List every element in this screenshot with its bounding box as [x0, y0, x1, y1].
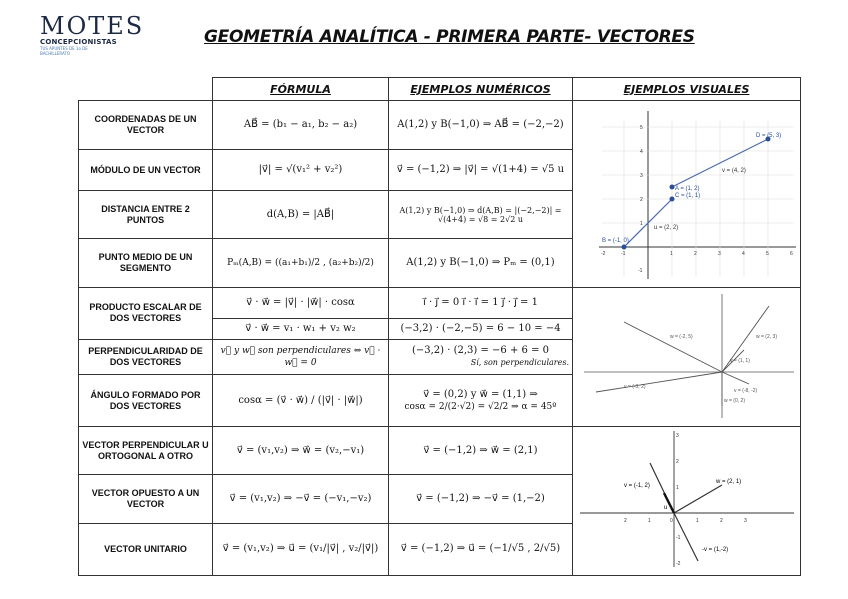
label-v: v = (-1, 2)	[623, 483, 650, 489]
header-formula: FÓRMULA	[213, 78, 389, 101]
row-formula: AB⃗ = (b₁ − a₁, b₂ − a₂)	[213, 101, 389, 150]
row-example: v⃗ = (−1,2) ⇒ w⃗ = (2,1)	[389, 427, 573, 475]
svg-text:-1: -1	[675, 535, 680, 541]
row-label: ÁNGULO FORMADO POR DOS VECTORES	[79, 375, 213, 427]
label-neg: -v = (1,-2)	[701, 547, 728, 553]
row-example: v⃗ = (−1,2) ⇒ |v⃗| = √(1+4) = √5 u	[389, 150, 573, 191]
row-label: PUNTO MEDIO DE UN SEGMENTO	[79, 238, 213, 287]
label-w2: w = (2, 3)	[755, 334, 777, 340]
label-a: A = (1, 2)	[674, 186, 700, 192]
label-v1: v = (4, 2)	[721, 168, 746, 174]
row-example: A(1,2) y B(−1,0) ⇒ AB⃗ = (−2,−2)	[389, 101, 573, 150]
logo-tagline: TUS APUNTES DE 1o DE BACHILLERATO	[40, 46, 88, 56]
label-w: w = (2, 1)	[715, 479, 741, 485]
svg-text:1: 1	[695, 518, 699, 524]
row-formula: v⃗ · w⃗ = |v⃗| · |w⃗| · cosα	[213, 288, 389, 319]
row-label: MÓDULO DE UN VECTOR	[79, 150, 213, 191]
vector-w	[674, 485, 722, 513]
row-formula: v⃗ y w⃗ son perpendiculares ⇔ v⃗ · w⃗ = 0	[213, 339, 389, 374]
svg-text:3: 3	[743, 518, 747, 524]
row-formula: v⃗ = (v₁,v₂) ⇒ w⃗ = (v₂,−v₁)	[213, 427, 389, 475]
svg-text:2: 2	[675, 459, 679, 465]
svg-text:5: 5	[639, 125, 643, 131]
point-a	[669, 197, 674, 202]
svg-text:5: 5	[765, 251, 769, 257]
row-example: (−3,2) · (−2,−5) = 6 − 10 = −4	[389, 319, 573, 340]
vector-v3	[722, 372, 749, 384]
svg-text:1: 1	[675, 485, 679, 491]
row-example: i⃗ · j⃗ = 0 i⃗ · i⃗ = 1 j⃗ · j⃗ = 1	[389, 288, 573, 319]
header-numeric: EJEMPLOS NUMÉRICOS	[389, 78, 573, 101]
svg-text:0: 0	[669, 518, 673, 524]
x-ticks	[624, 518, 747, 524]
row-formula: v⃗ · w⃗ = v₁ · w₁ + v₂ w₂	[213, 319, 389, 340]
point-c	[669, 185, 674, 190]
point-b	[621, 245, 626, 250]
perp-example: (−3,2) · (2,3) = −6 + 6 = 0	[411, 344, 549, 356]
svg-text:2: 2	[639, 197, 643, 203]
svg-text:6: 6	[789, 251, 793, 257]
row-label: PERPENDICULARIDAD DE DOS VECTORES	[79, 339, 213, 374]
svg-text:-2: -2	[600, 251, 605, 257]
label-b: B = (-1, 0)	[601, 238, 629, 244]
angle-example-2: cosα = 2/(2·√2) = √2/2 ⇒ α = 45º	[404, 401, 557, 412]
row-label: VECTOR UNITARIO	[79, 523, 213, 575]
label-v3: v = (-8, -2)	[733, 388, 757, 394]
row-example: A(1,2) y B(−1,0) ⇒ d(A,B) = |(−2,−2)| = √(4+4) = √8 = 2√2 u	[389, 191, 573, 238]
svg-text:-1: -1	[620, 251, 625, 257]
label-w1: w = (-2, 5)	[669, 334, 693, 340]
y-ticks	[638, 125, 643, 274]
svg-text:1: 1	[647, 518, 651, 524]
svg-text:-2: -2	[675, 561, 680, 567]
perp-note: Sí, son perpendiculares.	[470, 357, 569, 367]
svg-text:3: 3	[717, 251, 721, 257]
row-example	[389, 375, 573, 427]
label-v1: v = (-3, 2)	[623, 384, 646, 390]
x-ticks	[601, 251, 793, 257]
row-label: COORDENADAS DE UN VECTOR	[79, 101, 213, 150]
label-c: C = (1, 1)	[674, 193, 700, 199]
header-blank	[79, 78, 213, 101]
svg-text:-1: -1	[637, 268, 642, 274]
graph-vectors	[574, 288, 800, 422]
graph-coordinates	[574, 101, 800, 283]
vector-v1	[596, 372, 722, 392]
row-formula: cosα = (v⃗ · w⃗) / (|v⃗| · |w⃗|)	[213, 375, 389, 427]
svg-text:1: 1	[669, 251, 673, 257]
label-u1: u = (2, 2)	[653, 225, 678, 231]
row-example: v⃗ = (−1,2) ⇒ u⃗ = (−1/√5 , 2/√5)	[389, 523, 573, 575]
logo-subtitle: CONCEPCIONISTAS	[40, 38, 117, 46]
graph-points-cell	[573, 101, 801, 288]
vector-w1	[624, 322, 722, 372]
label-w3: w = (0, 2)	[723, 398, 745, 404]
svg-text:4: 4	[741, 251, 745, 257]
formula-table	[78, 77, 801, 576]
row-label: PRODUCTO ESCALAR DE DOS VECTORES	[79, 288, 213, 340]
svg-text:4: 4	[639, 149, 643, 155]
logo	[40, 12, 145, 60]
label-u: u	[663, 505, 667, 511]
svg-text:2: 2	[719, 518, 723, 524]
header-visual: EJEMPLOS VISUALES	[573, 78, 801, 101]
graph-vectors-cell	[573, 288, 801, 427]
row-label: VECTOR OPUESTO A UN VECTOR	[79, 475, 213, 523]
label-d: D = (5, 3)	[755, 133, 781, 139]
row-formula: v⃗ = (v₁,v₂) ⇒ −v⃗ = (−v₁,−v₂)	[213, 475, 389, 523]
svg-text:3: 3	[639, 173, 643, 179]
row-label: DISTANCIA ENTRE 2 PUNTOS	[79, 191, 213, 238]
label-v2: v = (1, 1)	[729, 358, 750, 364]
logo-name: MOTES	[40, 12, 145, 40]
row-example: A(1,2) y B(−1,0) ⇒ Pₘ = (0,1)	[389, 238, 573, 287]
row-formula: |v⃗| = √(v₁² + v₂²)	[213, 150, 389, 191]
angle-example: v⃗ = (0,2) y w⃗ = (1,1) ⇒	[423, 388, 538, 400]
row-formula: Pₘ(A,B) = ((a₁+b₁)/2 , (a₂+b₂)/2)	[213, 238, 389, 287]
row-example	[389, 339, 573, 374]
svg-text:2: 2	[623, 518, 627, 524]
page-title: GEOMETRÍA ANALÍTICA - PRIMERA PARTE- VECTORES	[204, 27, 695, 47]
row-example: v⃗ = (−1,2) ⇒ −v⃗ = (1,−2)	[389, 475, 573, 523]
row-formula: v⃗ = (v₁,v₂) ⇒ u⃗ = (v₁/|v⃗| , v₂/|v⃗|)	[213, 523, 389, 575]
svg-text:3: 3	[675, 433, 679, 439]
graph-unit-cell	[573, 427, 801, 576]
graph-unit	[574, 427, 800, 571]
row-formula: d(A,B) = |AB⃗|	[213, 191, 389, 238]
row-label: VECTOR PERPENDICULAR U ORTOGONAL A OTRO	[79, 427, 213, 475]
y-ticks	[676, 433, 681, 567]
svg-text:2: 2	[693, 251, 697, 257]
svg-text:1: 1	[639, 221, 643, 227]
